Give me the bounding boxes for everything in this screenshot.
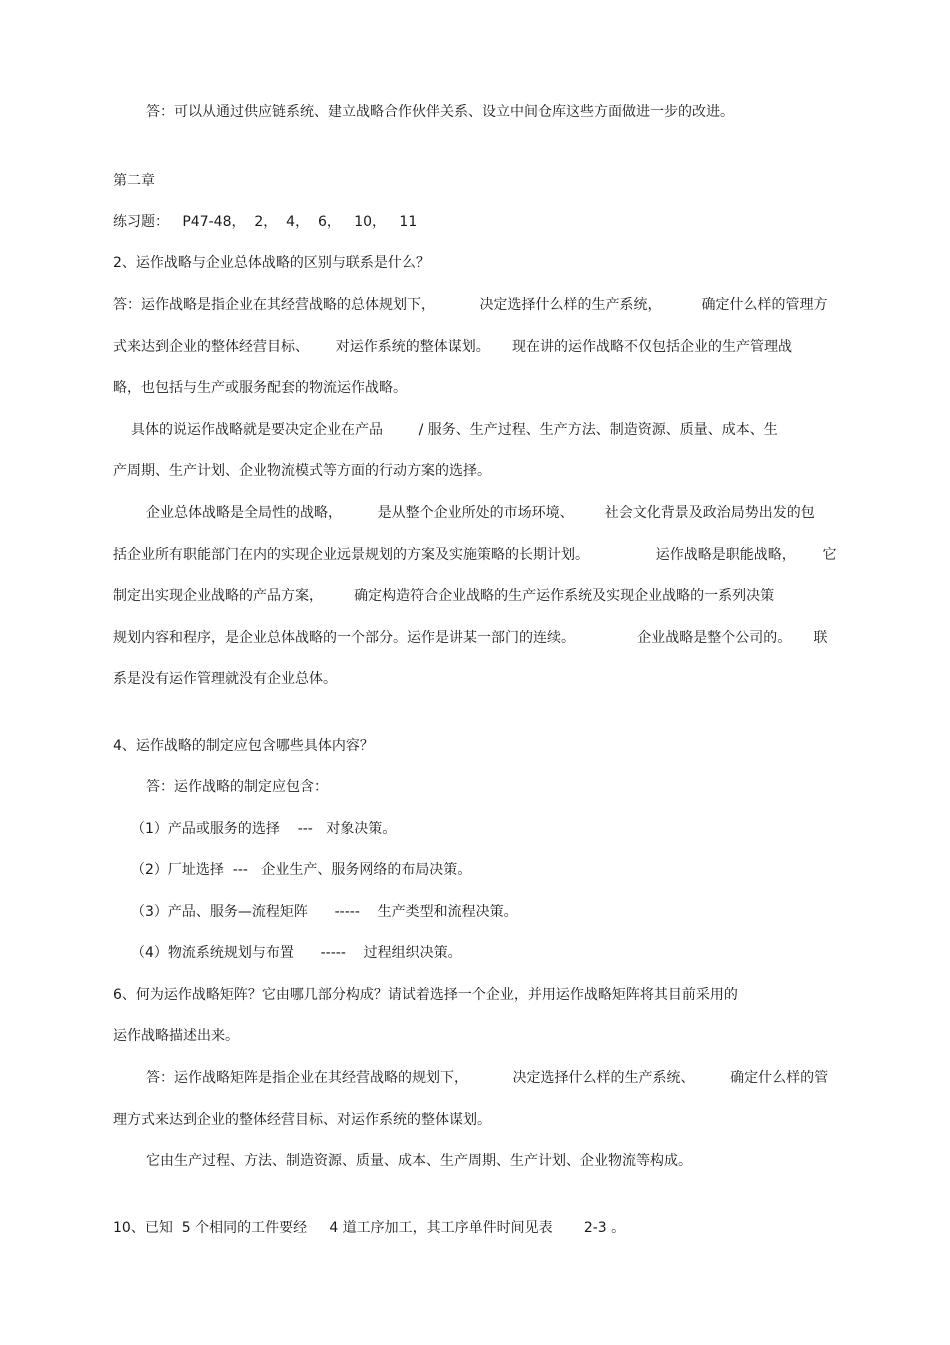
list-item: （2）厂址选择 --- 企业生产、服务网络的布局决策。 xyxy=(131,862,472,878)
text-line: 答：可以从通过供应链系统、建立战略合作伙伴关系、设立中间仓库这些方面做进一步的改进。 xyxy=(146,104,734,120)
text-line: 它由生产过程、方法、制造资源、质量、成本、生产周期、生产计划、企业物流等构成。 xyxy=(146,1153,692,1169)
text-line: 产周期、生产计划、企业物流模式等方面的行动方案的选择。 xyxy=(113,463,491,479)
list-item: （4）物流系统规划与布置 ----- 过程组织决策。 xyxy=(131,945,462,961)
section-heading: 第二章 xyxy=(113,173,155,189)
text-line: 答：运作战略的制定应包含： xyxy=(146,779,328,795)
question-heading: 10、已知 5 个相同的工件要经 4 道工序加工，其工序单件时间见表 2-3 。 xyxy=(113,1220,626,1236)
text-line: 括企业所有职能部门在内的实现企业远景规划的方案及实施策略的长期计划。 运作战略是职能战略， 它 xyxy=(113,547,837,563)
exercise-list: 练习题： P47-48， 2， 4， 6， 10， 11 xyxy=(113,214,418,230)
question-heading: 6、何为运作战略矩阵？它由哪几部分构成？请试着选择一个企业，并用运作战略矩阵将其目前采用的 xyxy=(113,987,738,1003)
list-item: （3）产品、服务—流程矩阵 ----- 生产类型和流程决策。 xyxy=(131,904,518,920)
text-line: 制定出实现企业战略的产品方案， 确定构造符合企业战略的生产运作系统及实现企业战略的一系列决策 xyxy=(113,588,775,604)
text-line: 答：运作战略矩阵是指企业在其经营战略的规划下， 决定选择什么样的生产系统、 确定什么样的管 xyxy=(146,1070,829,1086)
question-heading: 2、运作战略与企业总体战略的区别与联系是什么？ xyxy=(113,255,430,271)
text-line: 略，也包括与生产或服务配套的物流运作战略。 xyxy=(113,380,407,396)
text-line: 具体的说运作战略就是要决定企业在产品 / 服务、生产过程、生产方法、制造资源、质量、成本、生 xyxy=(131,422,778,438)
text-line: 答：运作战略是指企业在其经营战略的总体规划下， 决定选择什么样的生产系统， 确定什么样的管理方 xyxy=(113,297,828,313)
text-line: 运作战略描述出来。 xyxy=(113,1028,239,1044)
list-item: （1）产品或服务的选择 --- 对象决策。 xyxy=(131,821,397,837)
text-line: 企业总体战略是全局性的战略， 是从整个企业所处的市场环境、 社会文化背景及政治局势出发的包 xyxy=(146,505,815,521)
text-line: 规划内容和程序，是企业总体战略的一个部分。运作是讲某一部门的连续。 企业战略是整个公司的。 联 xyxy=(113,630,828,646)
text-line: 理方式来达到企业的整体经营目标、对运作系统的整体谋划。 xyxy=(113,1112,491,1128)
text-line: 式来达到企业的整体经营目标、 对运作系统的整体谋划。 现在讲的运作战略不仅包括企业的生产管理战 xyxy=(113,339,792,355)
text-line: 系是没有运作管理就没有企业总体。 xyxy=(113,671,337,687)
question-heading: 4、运作战略的制定应包含哪些具体内容？ xyxy=(113,738,374,754)
